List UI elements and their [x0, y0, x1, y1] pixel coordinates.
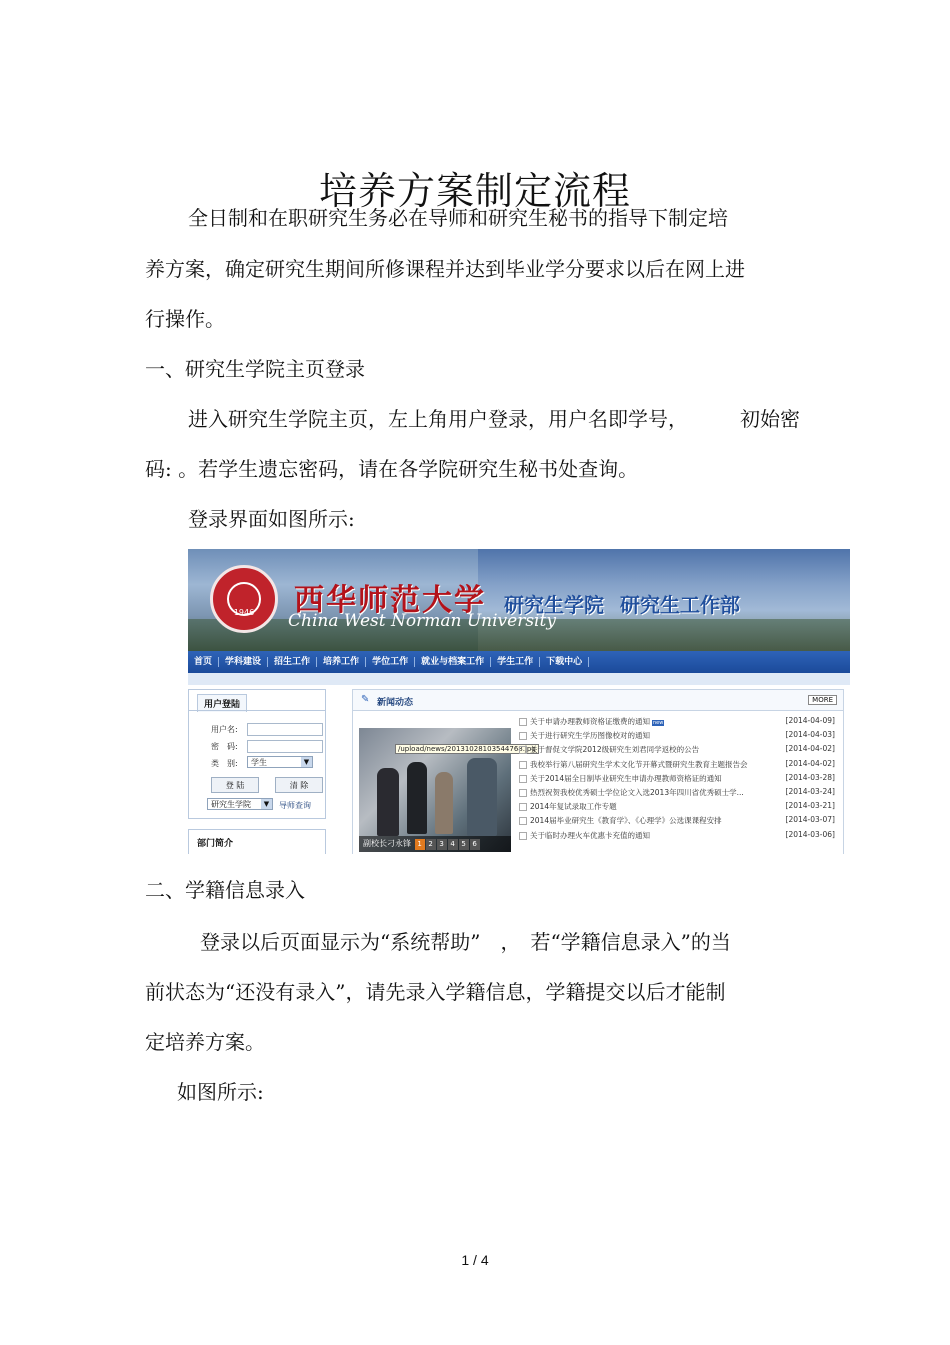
more-button[interactable]: MORE [808, 695, 837, 705]
college-select-value: 研究生学院 [211, 800, 251, 809]
section1-line-1: 进入研究生学院主页，左上角用户登录，用户名即学号， [188, 407, 688, 431]
news-item[interactable]: 关于申请办理教师资格证缴费的通知 new [2014-04-09] [519, 716, 841, 730]
dept-intro-panel [188, 829, 326, 854]
news-item[interactable]: 关于督促文学院2012级研究生刘君同学返校的公告 [2014-04-02] [519, 744, 841, 758]
graduate-school-name: 研究生学院 [504, 593, 604, 617]
section2-line-2: 前状态为“还没有录入”，请先录入学籍信息，学籍提交以后才能制 [145, 980, 726, 1004]
username-input[interactable] [247, 723, 323, 736]
intro-line-1: 全日制和在职研究生务必在导师和研究生秘书的指导下制定培 [188, 206, 728, 230]
news-item[interactable]: 2014届毕业研究生《教育学》、《心理学》公选课课程安排 [2014-03-07] [519, 815, 841, 829]
nav-employment[interactable]: 就业与档案工作 [415, 657, 491, 667]
slide-page-6[interactable]: 6 [470, 839, 480, 850]
nav-training[interactable]: 培养工作 [317, 657, 366, 667]
slide-page-2[interactable]: 2 [426, 839, 436, 850]
section1-line-1b: 初始密 [740, 407, 800, 431]
clear-button[interactable]: 清 除 [275, 777, 323, 793]
section2-heading: 二、学籍信息录入 [145, 878, 305, 902]
photo-caption: 副校长刁永锋 [363, 839, 411, 848]
nav-downloads[interactable]: 下载中心 [540, 657, 589, 667]
type-label: 类 别: [211, 759, 238, 768]
nav-student-work[interactable]: 学生工作 [491, 657, 540, 667]
site-banner [188, 549, 850, 651]
news-item[interactable]: 我校举行第八届研究生学术文化节开幕式暨研究生教育主题报告会 [2014-04-02] [519, 759, 841, 773]
news-item[interactable]: 热烈祝贺我校优秀硕士学位论文入选2013年四川省优秀硕士学... [2014-03-24] [519, 787, 841, 801]
slide-page-4[interactable]: 4 [448, 839, 458, 850]
college-select[interactable] [207, 798, 273, 810]
university-seal-icon [210, 565, 278, 633]
section1-heading: 一、研究生学院主页登录 [145, 357, 365, 381]
section2-figure-caption: 如图所示: [177, 1080, 264, 1104]
seal-year: 1946 [233, 608, 255, 617]
user-type-select[interactable] [247, 756, 313, 768]
news-title: 新闻动态 [377, 698, 414, 708]
login-tab: 用户登陆 [197, 694, 247, 712]
news-item[interactable]: 关于临时办理火车优惠卡充值的通知 [2014-03-06] [519, 830, 841, 844]
news-icon: ✎ [361, 694, 370, 705]
news-item[interactable]: 2014年复试录取工作专题 [2014-03-21] [519, 801, 841, 815]
new-badge: new [653, 720, 664, 726]
section1-line-2: 码: 。若学生遗忘密码，请在各学院研究生秘书处查询。 [145, 457, 639, 481]
university-name-cn: 西华师范大学 [294, 583, 486, 618]
dept-intro-tab[interactable]: 部门简介 [197, 839, 234, 849]
news-photo[interactable] [359, 728, 536, 852]
graduate-work-dept-name: 研究生工作部 [620, 593, 740, 617]
chevron-down-icon: ▼ [261, 799, 272, 809]
nav-degree[interactable]: 学位工作 [366, 657, 415, 667]
slide-page-5[interactable]: 5 [459, 839, 469, 850]
nav-discipline[interactable]: 学科建设 [219, 657, 268, 667]
page-number: 1 / 4 [461, 1252, 489, 1268]
login-page-screenshot [188, 549, 850, 854]
news-item[interactable]: 关于进行研究生学历图像校对的通知 [2014-04-03] [519, 730, 841, 744]
document-title: 培养方案制定流程 [318, 169, 631, 214]
photo-tooltip: /upload/news/20131028103544768.jpg [395, 744, 539, 754]
user-type-value: 学生 [251, 758, 267, 767]
login-panel [188, 689, 326, 819]
nav-admission[interactable]: 招生工作 [268, 657, 317, 667]
username-label: 用户名: [211, 725, 238, 734]
news-panel [352, 689, 844, 854]
news-list [519, 716, 841, 844]
section2-line-3: 定培养方案。 [145, 1030, 265, 1054]
intro-line-2: 养方案，确定研究生期间所修课程并达到毕业学分要求以后在网上进 [145, 257, 745, 281]
nav-home[interactable]: 首页 [188, 657, 219, 667]
password-input[interactable] [247, 740, 323, 753]
chevron-down-icon: ▼ [301, 757, 312, 767]
tutor-query-link[interactable]: 导师查询 [279, 801, 311, 810]
slide-page-3[interactable]: 3 [437, 839, 447, 850]
photo-caption-bar [359, 836, 511, 852]
password-label: 密 码: [211, 742, 238, 751]
section2-line-1: 登录以后页面显示为“系统帮助” ， 若“学籍信息录入”的当 [200, 930, 731, 954]
intro-line-3: 行操作。 [145, 307, 225, 331]
university-name-en: China West Norman University [288, 611, 556, 631]
section1-figure-caption: 登录界面如图所示: [188, 507, 355, 531]
site-nav [188, 651, 850, 673]
slide-page-1[interactable]: 1 [415, 839, 425, 850]
login-button[interactable]: 登 陆 [211, 777, 259, 793]
news-item[interactable]: 关于2014届全日制毕业研究生申请办理教师资格证的通知 [2014-03-28] [519, 773, 841, 787]
